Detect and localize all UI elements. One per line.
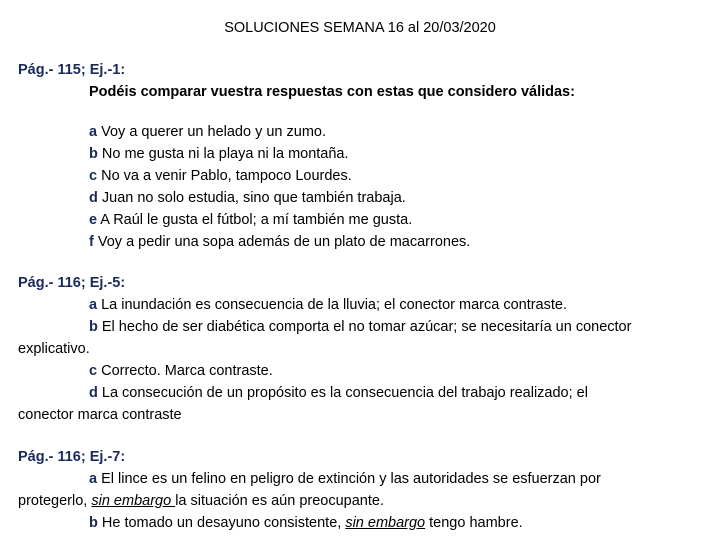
item-letter: d	[89, 190, 98, 206]
list-item	[89, 319, 631, 335]
list-item	[89, 234, 470, 250]
connector-highlight: sin embargo	[91, 493, 176, 509]
list-item	[89, 168, 352, 184]
document-title: SOLUCIONES SEMANA 16 al 20/03/2020	[224, 20, 496, 36]
list-item	[89, 146, 349, 162]
list-item	[89, 190, 406, 206]
item-text: la situación es aún preocupante.	[175, 493, 384, 509]
item-text: A Raúl le gusta el fútbol; a mí también me gusta.	[97, 212, 413, 228]
item-letter: b	[89, 146, 98, 162]
item-text: La consecución de un propósito es la consecuencia del trabajo realizado; el	[97, 385, 588, 401]
item-text: La inundación es consecuencia de la lluvia; el conector marca contraste.	[97, 297, 567, 313]
item-letter: b	[89, 515, 98, 531]
item-letter: c	[89, 363, 98, 379]
list-item	[89, 124, 326, 140]
item-text: No me gusta ni la playa ni la montaña.	[97, 146, 349, 162]
item-text: Juan no solo estudia, sino que también trabaja.	[97, 190, 406, 206]
item-letter: d	[89, 385, 98, 401]
connector-highlight: sin embargo	[345, 515, 426, 531]
item-text: El lince es un felino en peligro de extinción y las autoridades se esfuerzan por	[97, 471, 601, 487]
item-continuation: conector marca contraste	[18, 407, 182, 423]
item-text: tengo hambre.	[425, 515, 523, 531]
item-text: Correcto. Marca contraste.	[97, 363, 273, 379]
item-text: No va a venir Pablo, tampoco Lourdes.	[97, 168, 352, 184]
list-item	[89, 363, 273, 379]
item-letter: a	[89, 471, 98, 487]
item-text: El hecho de ser diabética comporta el no tomar azúcar; se necesitaría un conector	[97, 319, 632, 335]
item-continuation: explicativo.	[18, 341, 90, 357]
list-item	[89, 212, 412, 228]
item-text: protegerlo,	[18, 493, 92, 509]
item-text: He tomado un desayuno consistente,	[97, 515, 346, 531]
item-text: Voy a querer un helado y un zumo.	[97, 124, 327, 140]
list-item	[89, 471, 601, 487]
list-item	[89, 515, 523, 531]
item-text: Voy a pedir una sopa además de un plato de macarrones.	[93, 234, 471, 250]
section-intro-ej1: Podéis comparar vuestra respuestas con estas que considero válidas:	[89, 84, 575, 100]
item-letter: a	[89, 124, 98, 140]
item-letter: e	[89, 212, 98, 228]
item-continuation	[18, 493, 384, 509]
section-heading-ej1: Pág.- 115; Ej.-1:	[18, 62, 126, 78]
section-heading-ej5: Pág.- 116; Ej.-5:	[18, 275, 126, 291]
list-item	[89, 385, 588, 401]
item-letter: f	[89, 234, 94, 250]
item-letter: c	[89, 168, 98, 184]
item-letter: a	[89, 297, 98, 313]
item-letter: b	[89, 319, 98, 335]
section-heading-ej7: Pág.- 116; Ej.-7:	[18, 449, 126, 465]
list-item	[89, 297, 567, 313]
